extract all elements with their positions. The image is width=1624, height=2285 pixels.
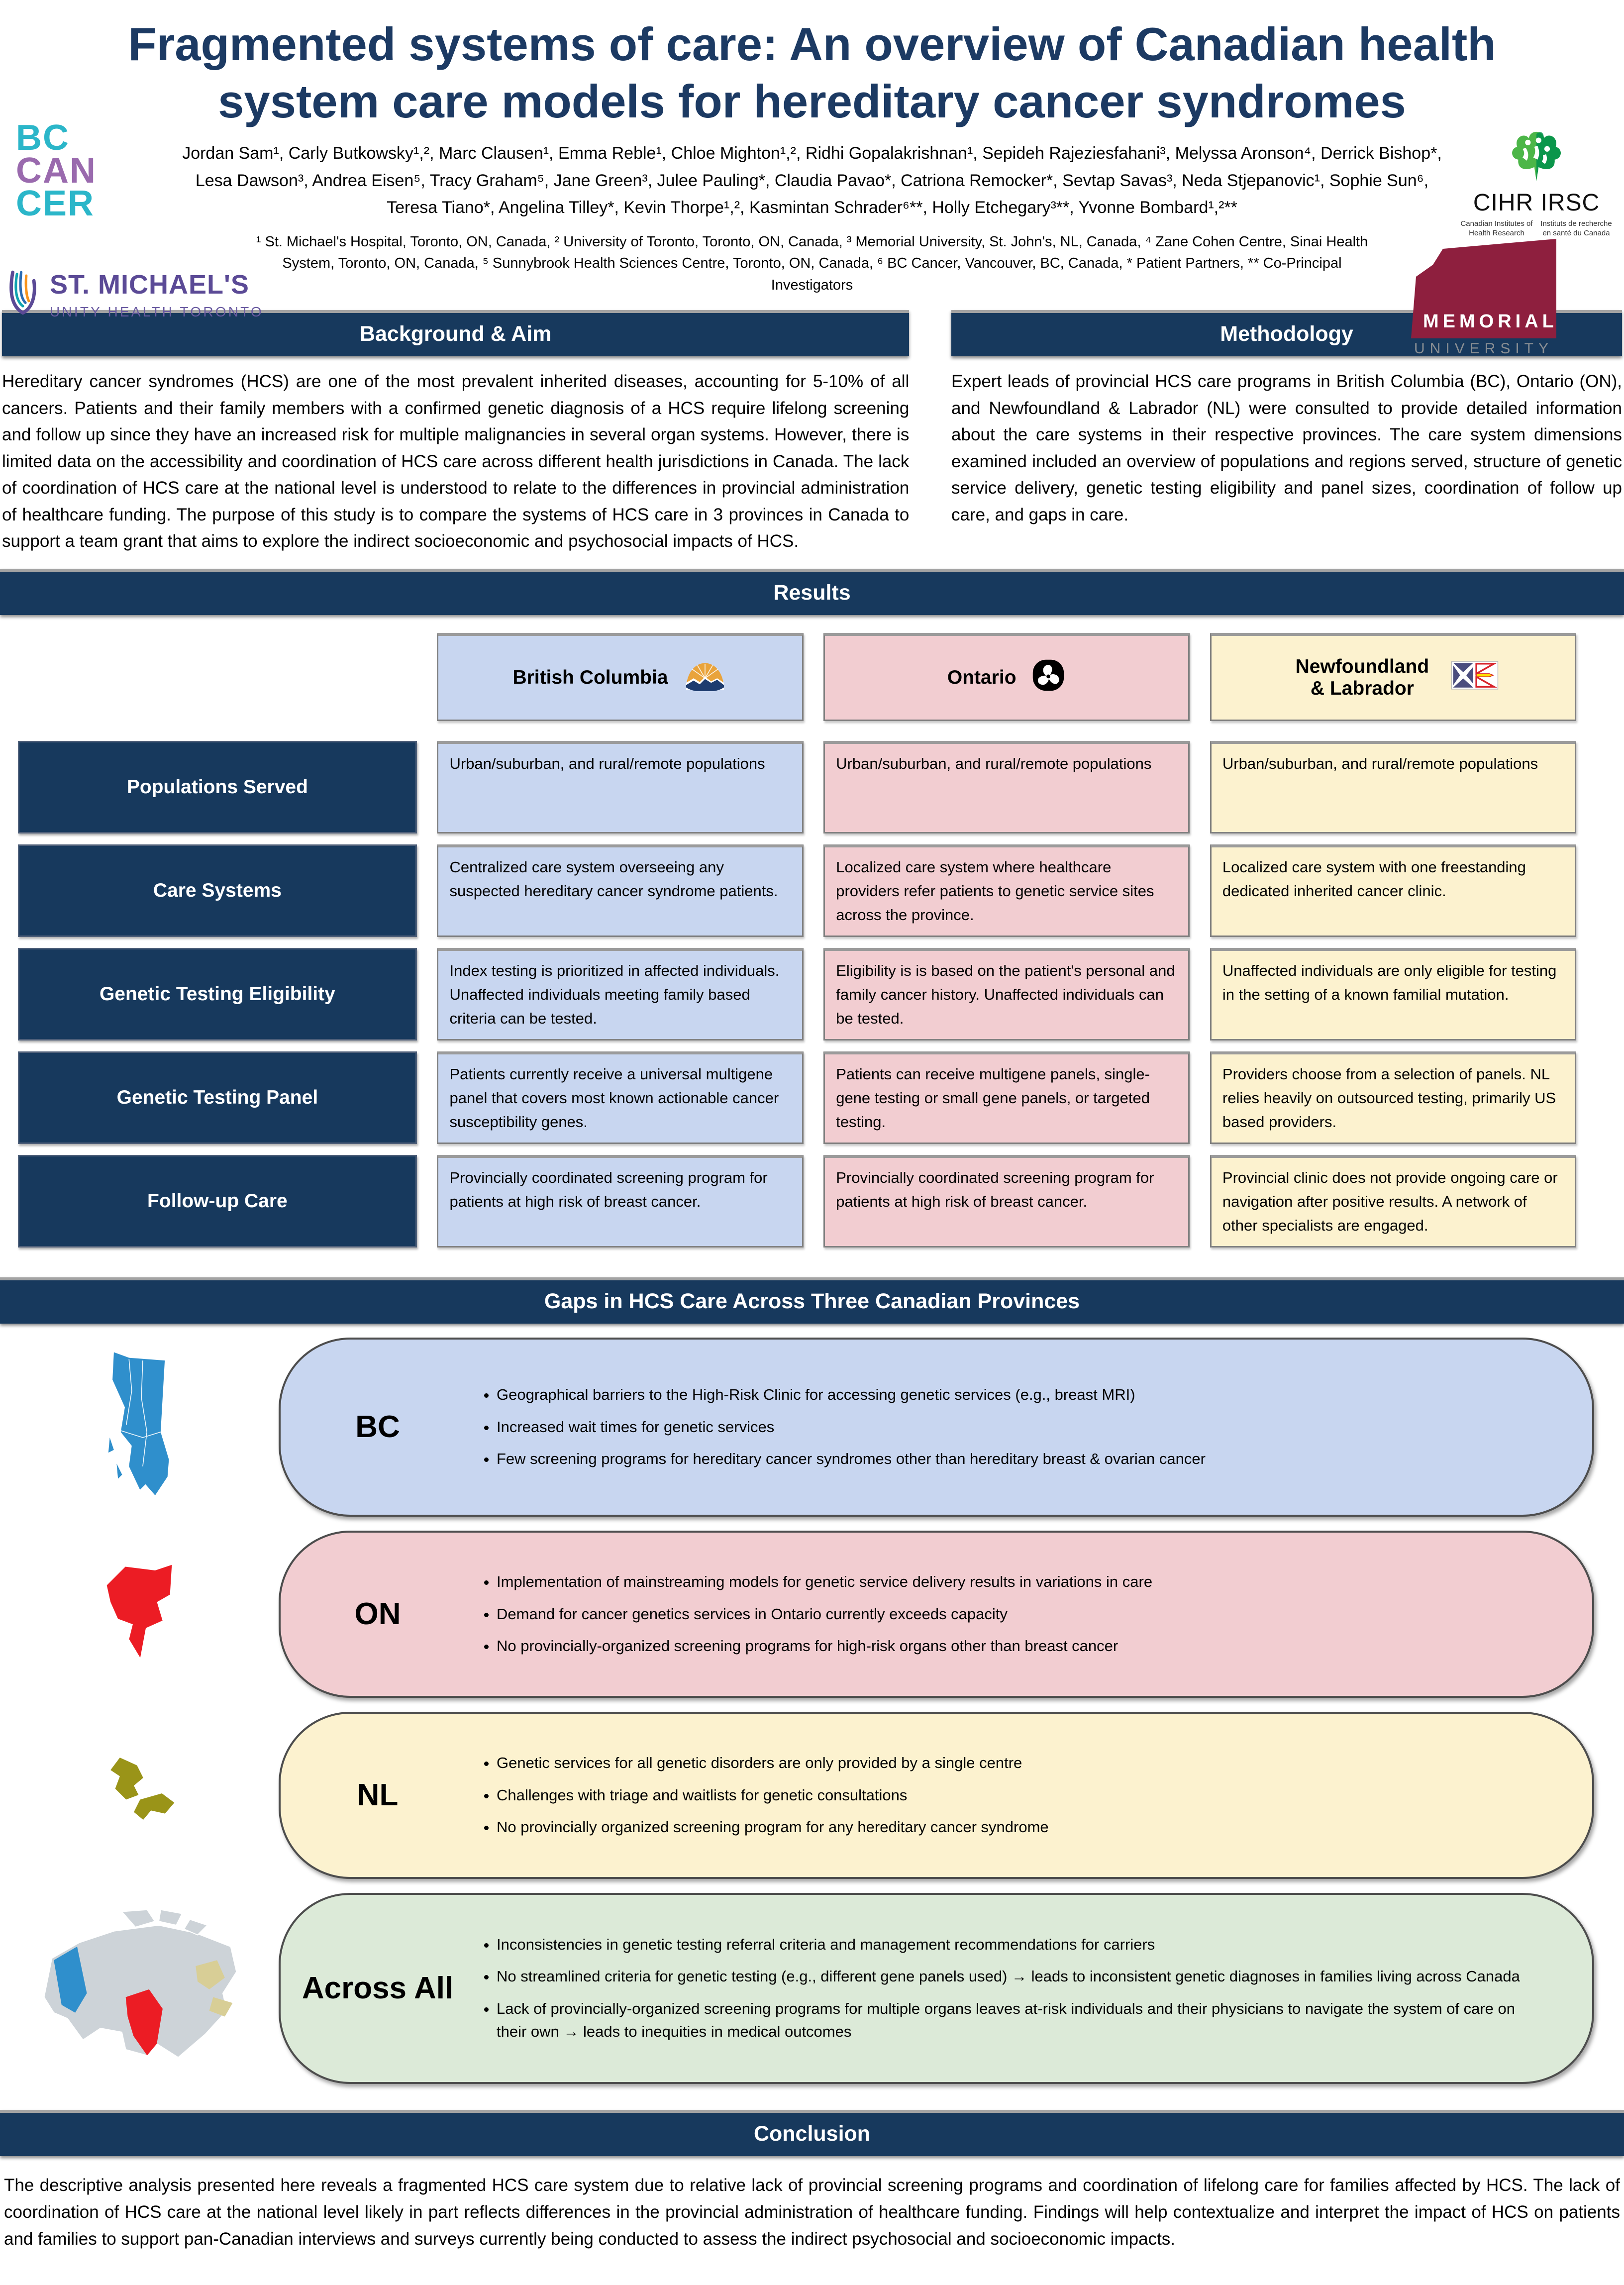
table-cell-nl: Urban/suburban, and rural/remote populations <box>1210 741 1576 833</box>
table-row <box>18 844 1576 937</box>
st-michaels-droplet-icon <box>6 265 40 324</box>
row-header: Populations Served <box>18 741 417 833</box>
table-cell-nl: Localized care system with one freestanding dedicated inherited cancer clinic. <box>1210 844 1576 937</box>
memorial-name: MEMORIAL <box>1423 311 1558 332</box>
table-cell-bc: Index testing is prioritized in affected individuals. Unaffected individuals meeting family based criteria can be tested. <box>437 948 803 1040</box>
cihr-logo <box>1457 125 1616 238</box>
memorial-subtitle: UNIVERSITY <box>1414 340 1554 357</box>
gap-row-across-all <box>0 1893 1624 2084</box>
gap-row-bc <box>0 1338 1624 1517</box>
table-cell-bc: Urban/suburban, and rural/remote populations <box>437 741 803 833</box>
ontario-trillium-icon <box>1030 657 1066 698</box>
gap-bullet: • Demand for cancer genetics services in Ontario currently exceeds capacity <box>497 1603 1548 1626</box>
gap-bullet: • Lack of provincially-organized screening programs for multiple organs leaves at-risk individuals and their physicians to navigate the system of care on their own → leads to inequities in medical outcomes <box>497 1997 1548 2044</box>
bc-cancer-logo-line: CAN <box>16 151 97 191</box>
table-cell-nl: Provincial clinic does not provide ongoing care or navigation after positive results. A network of other specialists are engaged. <box>1210 1155 1576 1247</box>
conclusion-text: The descriptive analysis presented here reveals a fragmented HCS care system due to relative lack of provincial screening programs and coordination of lifelong care for families affected by HCS. The lack of coordination of HCS care at the national level likely in part reflects differences in the provincial administration of healthcare funding. Findings will help contextualize and interpret the impact of HCS on patients and families to support pan-Canadian interviews and surveys currently being conducted to assess the indirect psychosocial and socioeconomic impacts. <box>4 2175 1620 2249</box>
gap-row-on <box>0 1531 1624 1698</box>
column-label: Ontario <box>947 666 1016 688</box>
column-header-ontario <box>823 633 1190 721</box>
gap-bullet: • Challenges with triage and waitlists for genetic consultations <box>497 1784 1548 1807</box>
ontario-map <box>98 1560 181 1668</box>
table-row <box>18 948 1576 1040</box>
results-table-header-row <box>18 633 1576 721</box>
background-aim-text: Hereditary cancer syndromes (HCS) are one of the most prevalent inherited diseases, accounting for 5-10% of all cancers. Patients and their family members with a confirmed genetic diagnosis of a HCS require lifelong screening and follow up since they have an increased risk for multiple malignancies in several organ systems. However, there is limited data on the accessibility and coordination of HCS care across different health jurisdictions in Canada. The lack of coordination of HCS care at the national level is understood to relate to the differences in provincial administration of healthcare funding. The purpose of this study is to compare the systems of HCS care in 3 provinces in Canada to support a team grant that aims to explore the indirect socioeconomic and psychosocial impacts of HCS. <box>2 372 910 551</box>
cihr-name: CIHR IRSC <box>1473 190 1600 216</box>
background-aim-header: Background & Aim <box>2 310 909 356</box>
cihr-caption-fr: Instituts de recherche en santé du Canada <box>1540 219 1612 237</box>
cihr-maple-leaf-icon <box>1498 169 1575 187</box>
gap-row-nl <box>0 1712 1624 1879</box>
bc-map <box>101 1350 178 1505</box>
memorial-university-logo <box>1409 239 1558 357</box>
gap-bubble-across-all <box>279 1893 1594 2084</box>
column-label: Newfoundland & Labrador <box>1295 655 1429 699</box>
gap-label: ON <box>354 1597 401 1632</box>
top-section-bodies <box>2 356 1622 555</box>
st-michaels-logo <box>6 265 264 324</box>
column-header-newfoundland-labrador <box>1210 633 1576 721</box>
column-label: British Columbia <box>512 666 668 688</box>
bc-flag-icon <box>682 659 728 696</box>
gap-bullet: • No provincially-organized screening programs for high-risk organs other than breast cancer <box>497 1635 1548 1658</box>
gap-bubble-nl <box>279 1712 1594 1879</box>
gap-bullet: • Inconsistencies in genetic testing referral criteria and management recommendations for carriers <box>497 1933 1548 1957</box>
table-row <box>18 1155 1576 1247</box>
row-header: Genetic Testing Eligibility <box>18 948 417 1040</box>
table-cell-on: Patients can receive multigene panels, single-gene testing or small gene panels, or targeted testing. <box>823 1051 1190 1144</box>
canada-map <box>32 1904 247 2073</box>
table-cell-on: Localized care system where healthcare providers refer patients to genetic service sites across the province. <box>823 844 1190 937</box>
table-cell-on: Eligibility is is based on the patient's personal and family cancer history. Unaffected individuals can be tested. <box>823 948 1190 1040</box>
nl-map <box>97 1754 182 1837</box>
gap-bullet: • No provincially organized screening program for any hereditary cancer syndrome <box>497 1816 1548 1839</box>
gap-label: NL <box>357 1778 399 1813</box>
table-cell-bc: Provincially coordinated screening program for patients at high risk of breast cancer. <box>437 1155 803 1247</box>
cihr-caption-en: Canadian Institutes of Health Research <box>1460 219 1533 237</box>
gap-bubble-bc <box>279 1338 1594 1517</box>
methodology-text: Expert leads of provincial HCS care programs in British Columbia (BC), Ontario (ON), and Newfoundland & Labrador (NL) were consulted to provide detailed information about the care systems in their respective provinces. The care system dimensions examined included an overview of populations and regions served, structure of genetic service delivery, genetic testing eligibility and panel sizes, coordination of follow up care, and gaps in care. <box>951 372 1622 524</box>
methodology-header: Methodology <box>951 310 1622 356</box>
row-header: Genetic Testing Panel <box>18 1051 417 1144</box>
st-michaels-name: ST. MICHAEL'S <box>50 270 249 300</box>
nl-flag-icon <box>1451 660 1499 695</box>
table-row <box>18 741 1576 833</box>
gaps-header: Gaps in HCS Care Across Three Canadian Provinces <box>0 1277 1624 1324</box>
column-header-british-columbia <box>437 633 803 721</box>
gap-bullet: • Geographical barriers to the High-Risk Clinic for accessing genetic services (e.g., breast MRI) <box>497 1383 1548 1407</box>
gap-bullet: • No streamlined criteria for genetic testing (e.g., different gene panels used) → leads to inconsistent genetic diagnoses in families living across Canada <box>497 1965 1548 1988</box>
table-cell-nl: Unaffected individuals are only eligible for testing in the setting of a known familial mutation. <box>1210 948 1576 1040</box>
table-cell-on: Provincially coordinated screening program for patients at high risk of breast cancer. <box>823 1155 1190 1247</box>
row-header: Follow-up Care <box>18 1155 417 1247</box>
table-cell-nl: Providers choose from a selection of panels. NL relies heavily on outsourced testing, primarily US based providers. <box>1210 1051 1576 1144</box>
gap-label: BC <box>355 1410 400 1445</box>
bc-cancer-logo-line: BC <box>16 118 70 158</box>
results-header: Results <box>0 569 1624 615</box>
bc-cancer-logo <box>16 118 97 224</box>
table-cell-on: Urban/suburban, and rural/remote populations <box>823 741 1190 833</box>
gap-bullet: • Genetic services for all genetic disorders are only provided by a single centre <box>497 1752 1548 1775</box>
table-cell-bc: Centralized care system overseeing any suspected hereditary cancer syndrome patients. <box>437 844 803 937</box>
table-row <box>18 1051 1576 1144</box>
bc-cancer-logo-line: CER <box>16 184 95 224</box>
conclusion-header: Conclusion <box>0 2110 1624 2156</box>
gap-bubble-on <box>279 1531 1594 1698</box>
authors-list: Jordan Sam¹, Carly Butkowsky¹,², Marc Clausen¹, Emma Reble¹, Chloe Mighton¹,², Ridhi Gopalakrishnan¹, Sepideh Rajeziesfahani³, Melyssa Aronson⁴, Derrick Bishop*, Lesa Dawson³, Andrea Eisen⁵, Tracy Graham⁵, Jane Green³, Julee Pauling*, Claudia Pavao*, Catriona Remocker*, Sevtap Savas³, Neda Stjepanovic¹, Sophie Sun⁶, Teresa Tiano*, Angelina Tilley*, Kevin Thorpe¹,², Kasmintan Schrader⁶**, Holly Etchegary³**, Yvonne Bombard¹,²** <box>182 144 1442 217</box>
gap-bullet: • Increased wait times for genetic services <box>497 1416 1548 1439</box>
gap-bullet: • Few screening programs for hereditary cancer syndromes other than hereditary breast & ovarian cancer <box>497 1448 1548 1471</box>
results-table <box>18 633 1576 1247</box>
row-header: Care Systems <box>18 844 417 937</box>
gap-label: Across All <box>302 1971 454 2006</box>
affiliations: ¹ St. Michael's Hospital, Toronto, ON, Canada, ² University of Toronto, Toronto, ON, Canada, ³ Memorial University, St. John's, NL, Canada, ⁴ Zane Cohen Centre, Sinai Health System, Toronto, ON, Canada, ⁵ Sunnybrook Health Sciences Centre, Toronto, ON, Canada, ⁶ BC Cancer, Vancouver, BC, Canada, * Patient Partners, ** Co-Principal Investigators <box>256 233 1368 293</box>
gap-bullet: • Implementation of mainstreaming models for genetic service delivery results in variations in care <box>497 1570 1548 1594</box>
st-michaels-subtitle: UNITY HEALTH TORONTO <box>50 304 264 319</box>
table-cell-bc: Patients currently receive a universal multigene panel that covers most known actionable cancer susceptibility genes. <box>437 1051 803 1144</box>
page-title: Fragmented systems of care: An overview of Canadian health system care models for hereditary cancer syndromes <box>128 18 1496 127</box>
